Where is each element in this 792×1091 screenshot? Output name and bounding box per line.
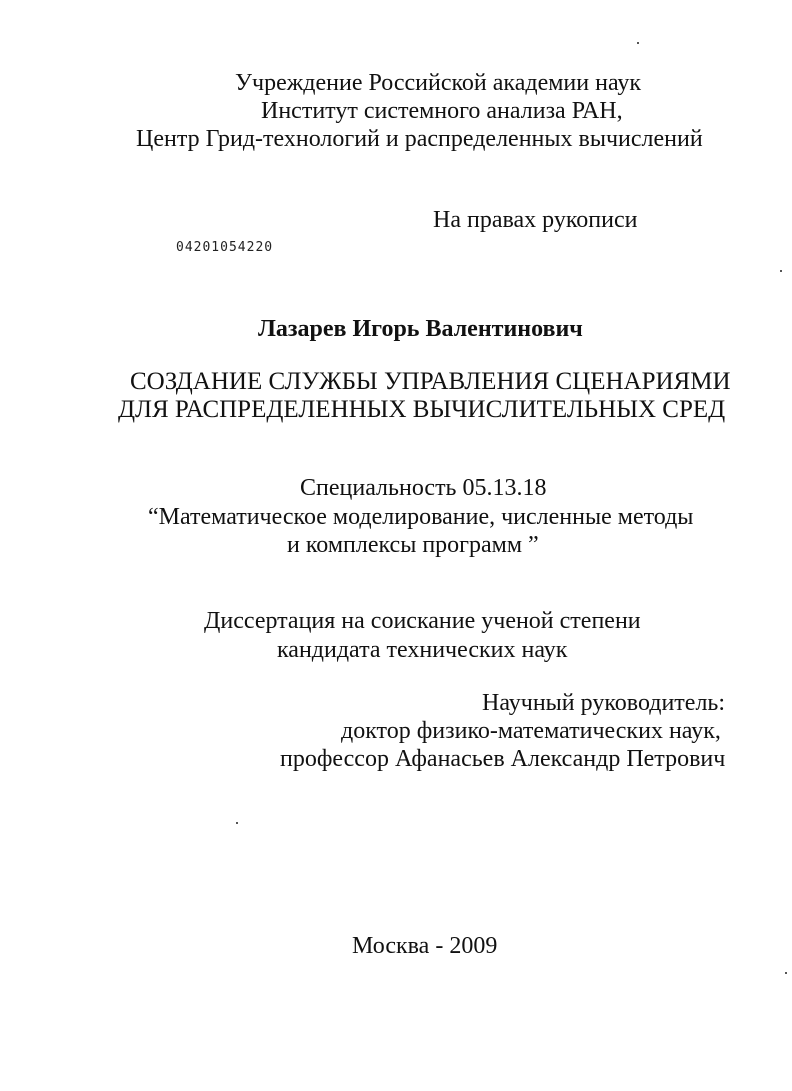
place-year: Москва - 2009 [352, 933, 498, 959]
specialty-name-line-1: “Математическое моделирование, численные методы [148, 504, 694, 530]
specialty-name-line-2: и комплексы программ ” [287, 532, 539, 558]
supervisor-degree: доктор физико-математических наук, [341, 718, 721, 744]
scan-speck [780, 270, 782, 272]
specialty-code: Специальность 05.13.18 [300, 475, 547, 501]
supervisor-label: Научный руководитель: [482, 690, 726, 716]
institution-line-2: Институт системного анализа РАН, [261, 98, 623, 124]
author-name: Лазарев Игорь Валентинович [258, 316, 583, 342]
scan-speck [785, 972, 787, 974]
institution-line-3: Центр Грид-технологий и распределенных вычислений [136, 126, 703, 152]
degree-line-2: кандидата технических наук [277, 637, 568, 663]
catalog-number-stamp: 04201054220 [176, 240, 274, 255]
thesis-title-line-1: СОЗДАНИЕ СЛУЖБЫ УПРАВЛЕНИЯ СЦЕНАРИЯМИ [130, 368, 731, 395]
degree-line-1: Диссертация на соискание ученой степени [204, 608, 641, 634]
supervisor-name: профессор Афанасьев Александр Петрович [280, 746, 726, 772]
manuscript-note: На правах рукописи [433, 207, 638, 233]
scan-speck [236, 822, 238, 824]
thesis-title-line-2: ДЛЯ РАСПРЕДЕЛЕННЫХ ВЫЧИСЛИТЕЛЬНЫХ СРЕД [118, 396, 726, 423]
scan-speck [637, 42, 639, 44]
institution-line-1: Учреждение Российской академии наук [235, 70, 642, 96]
